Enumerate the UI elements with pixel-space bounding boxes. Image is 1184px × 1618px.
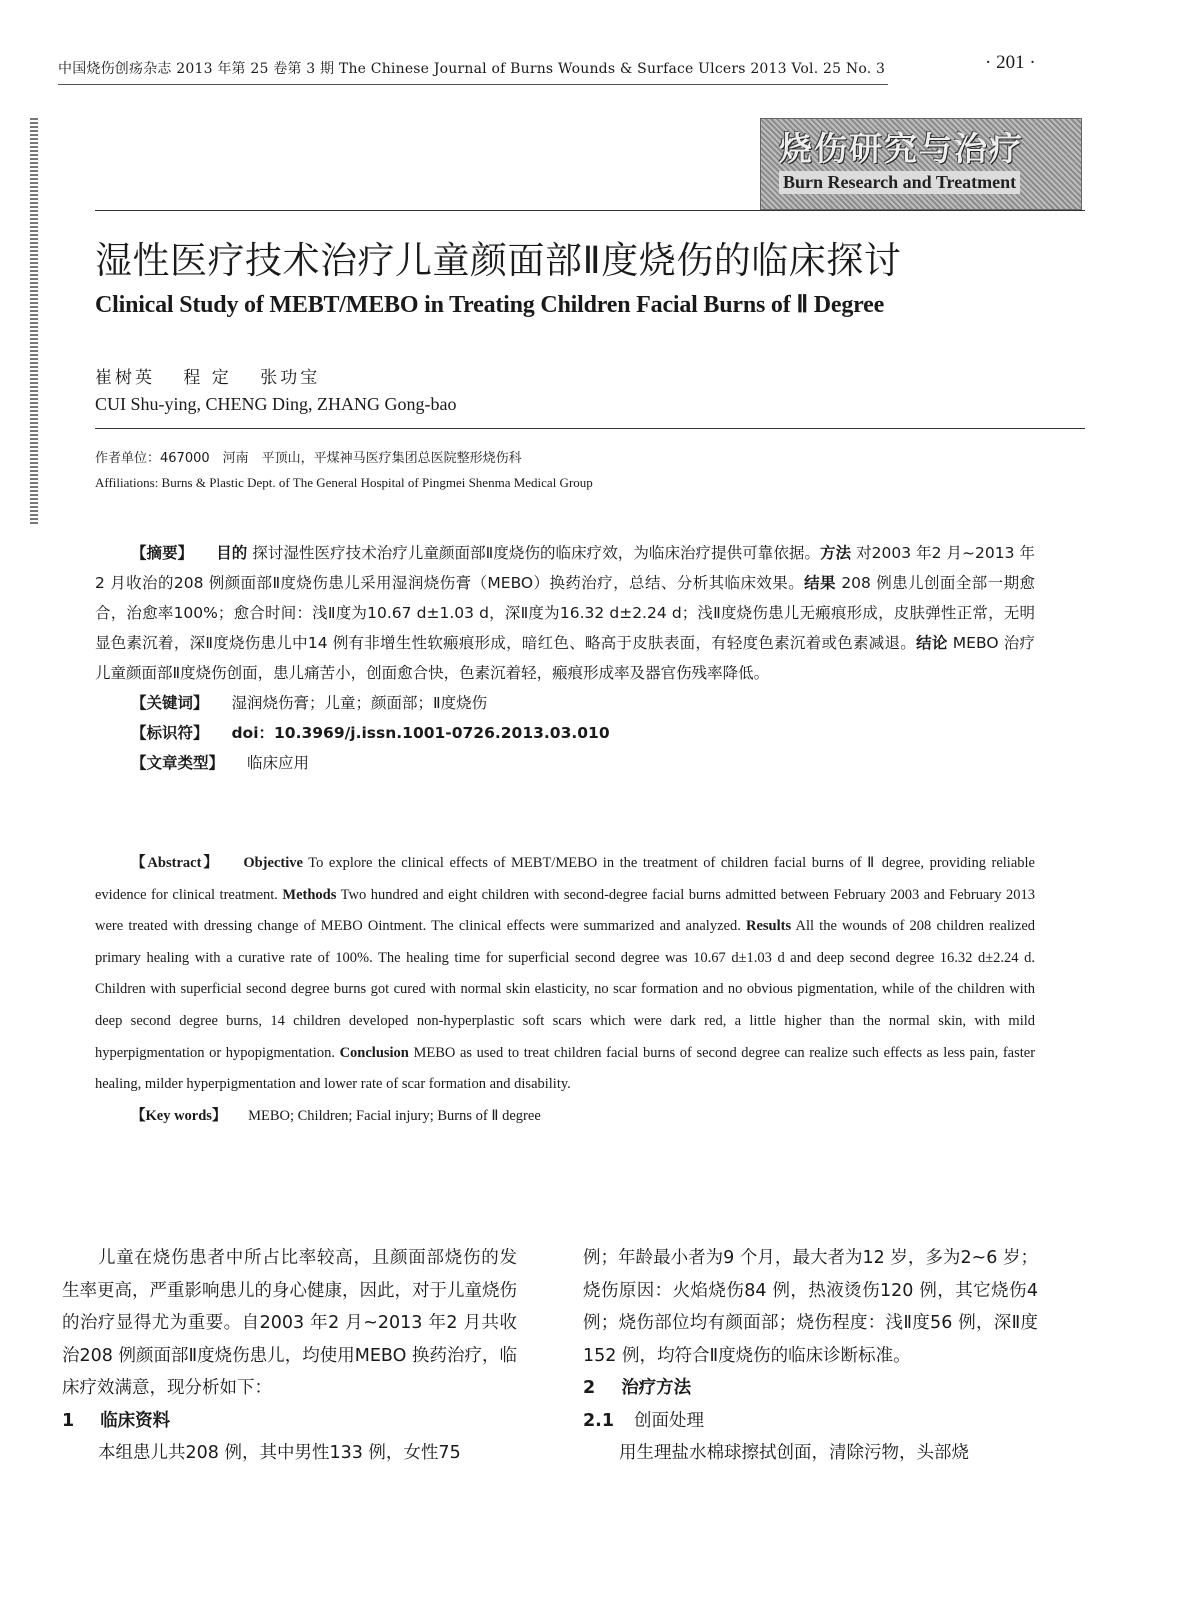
author-cn-2: 程 定 — [183, 368, 232, 388]
results-label-cn: 结果 — [804, 574, 836, 592]
authors-en: CUI Shu-ying, CHENG Ding, ZHANG Gong-bao — [95, 394, 457, 414]
affiliation-cn: 作者单位：467000 河南 平顶山，平煤神马医疗集团总医院整形烧伤科 — [95, 451, 522, 466]
conclusion-label-cn: 结论 — [916, 634, 948, 652]
methods-text-cn: 对2003 年2 月~2013 年2 月收治的208 例颜面部Ⅱ度烧伤患儿采用湿润烧伤膏（MEBO）换药治疗，总结、分析其临床效果。 — [95, 544, 1035, 592]
objective-text-en: To explore the clinical effects of MEBT/MEBO in the treatment of children facial burns of Ⅱ degree, providing reliable evidence for clinical treatment. — [95, 855, 1035, 903]
running-header: 中国烧伤创疡杂志 2013 年第 25 卷第 3 期 The Chinese Journal of Burns Wounds & Surface Ulcers 2013 Vol. 25 No. 3 — [58, 58, 888, 85]
abstract-cn-label: 【摘要】 — [131, 544, 194, 562]
conclusion-text-cn: MEBO 治疗儿童颜面部Ⅱ度烧伤创面，患儿痛苦小，创面愈合快，色素沉着轻，瘢痕形成率及器官伤残率降低。 — [95, 634, 1035, 682]
section-badge-en: Burn Research and Treatment — [779, 171, 1020, 194]
article-type-cn-label: 【文章类型】 — [131, 754, 225, 772]
results-label-en: Results — [746, 918, 792, 935]
page-edge-decoration — [30, 118, 38, 526]
abstract-en-label: 【Abstract】 — [131, 855, 220, 871]
section-1-paragraph: 本组患儿共208 例，其中男性133 例，女性75 — [98, 1443, 461, 1463]
authors-cn — [95, 363, 340, 388]
section-1-number: 1 — [62, 1410, 75, 1431]
abstract-en-paragraph — [95, 848, 1035, 1101]
title-cn: 湿性医疗技术治疗儿童颜面部Ⅱ度烧伤的临床探讨 — [95, 239, 902, 282]
objective-text-cn: 探讨湿性医疗技术治疗儿童颜面部Ⅱ度烧伤的临床疗效，为临床治疗提供可靠依据。 — [252, 544, 820, 562]
section-2-1-heading — [583, 1405, 1038, 1438]
keywords-en-label: 【Key words】 — [131, 1107, 227, 1124]
section-2-1-number: 2.1 — [583, 1410, 615, 1431]
abstract-cn — [95, 538, 1035, 778]
author-cn-1: 崔树英 — [95, 368, 155, 388]
section-1-heading — [62, 1405, 517, 1438]
conclusion-text-en: MEBO as used to treat children facial burns of second degree can realize such effects as less pain, faster healing, milder hyperpigmentation and lower rate of scar formation and disability. — [95, 1044, 1036, 1093]
keywords-cn-value: 湿润烧伤膏；儿童；颜面部；Ⅱ度烧伤 — [231, 694, 488, 712]
abstract-cn-paragraph — [95, 538, 1035, 688]
section-2-1-paragraph: 用生理盐水棉球擦拭创面，清除污物，头部烧 — [619, 1443, 969, 1463]
section-2-number: 2 — [583, 1378, 596, 1398]
header-rule — [95, 210, 1085, 211]
keywords-cn-label: 【关键词】 — [131, 694, 209, 712]
methods-text-en: Two hundred and eight children with second-degree facial burns admitted between February 2003 and February 2013 were treated with dressing change of MEBO Ointment. The clinical effects were summarized and analyzed. — [95, 886, 1035, 935]
article-type-cn-value: 临床应用 — [246, 754, 309, 772]
abstract-en — [95, 848, 1035, 1132]
section-2-1-title: 创面处理 — [634, 1410, 705, 1431]
objective-label-en: Objective — [243, 855, 303, 871]
body-column-right — [583, 1242, 1038, 1470]
section-1-title: 临床资料 — [100, 1410, 171, 1431]
keywords-cn — [95, 688, 1035, 718]
author-rule — [95, 428, 1085, 429]
results-text-en: All the wounds of 208 children realized primary healing with a curative rate of 100%. The healing time for superficial second degree was 10.67 d±1.03 d and deep second degree 16.32 d±2.24 d. Children with superficial second degree burns got cured with normal skin elasticity, no scar formation and no obvious pigmentation, while of the children with deep second degree burns, 14 children developed non-hyperplastic soft scars which were dark red, a little higher than the normal skin, with mild hyperpigmentation or hypopigmentation. — [95, 918, 1036, 1061]
page-number: · 201 · — [985, 52, 1036, 73]
section-badge — [760, 118, 1082, 210]
article-type-cn — [95, 748, 1035, 778]
identifier-cn — [95, 718, 1035, 748]
section-1-paragraph-continued: 例；年龄最小者为9 个月，最大者为12 岁，多为2~6 岁；烧伤原因：火焰烧伤84 例，热液烫伤120 例，其它烧伤4 例；烧伤部位均有颜面部；烧伤程度：浅Ⅱ度56 例，深Ⅱ度152 例，均符合Ⅱ度烧伤的临床诊断标准。 — [583, 1248, 1038, 1366]
author-cn-3: 张功宝 — [260, 368, 321, 388]
objective-label-cn: 目的 — [216, 544, 248, 562]
methods-label-en: Methods — [282, 886, 337, 903]
title-en: Clinical Study of MEBT/MEBO in Treating Children Facial Burns of Ⅱ Degree — [95, 292, 885, 318]
affiliation-en: Affiliations: Burns & Plastic Dept. of The General Hospital of Pingmei Shenma Medical Group — [95, 475, 593, 490]
identifier-cn-label: 【标识符】 — [131, 724, 209, 742]
body-column-left — [62, 1242, 517, 1470]
doi-value: doi：10.3969/j.issn.1001-0726.2013.03.010 — [231, 724, 610, 742]
methods-label-cn: 方法 — [820, 544, 852, 562]
keywords-en — [95, 1101, 1035, 1133]
conclusion-label-en: Conclusion — [339, 1044, 409, 1061]
intro-paragraph: 儿童在烧伤患者中所占比率较高，且颜面部烧伤的发生率更高，严重影响患儿的身心健康，因此，对于儿童烧伤的治疗显得尤为重要。自2003 年2 月~2013 年2 月共收治208 例颜面部Ⅱ度烧伤患儿，均使用MEBO 换药治疗，临床疗效满意，现分析如下： — [62, 1248, 517, 1398]
section-2-heading — [583, 1372, 1038, 1405]
keywords-en-value: MEBO; Children; Facial injury; Burns of Ⅱ degree — [248, 1107, 541, 1124]
results-text-cn: 208 例患儿创面全部一期愈合，治愈率100%；愈合时间：浅Ⅱ度为10.67 d±1.03 d，深Ⅱ度为16.32 d±2.24 d；浅Ⅱ度烧伤患儿无瘢痕形成，皮肤弹性正常，无明显色素沉着，深Ⅱ度烧伤患儿中14 例有非增生性软瘢痕形成，暗红色、略高于皮肤表面，有轻度色素沉着或色素减退。 — [95, 574, 1035, 652]
section-2-title: 治疗方法 — [621, 1378, 692, 1398]
section-badge-cn: 烧伤研究与治疗 — [779, 129, 1024, 168]
